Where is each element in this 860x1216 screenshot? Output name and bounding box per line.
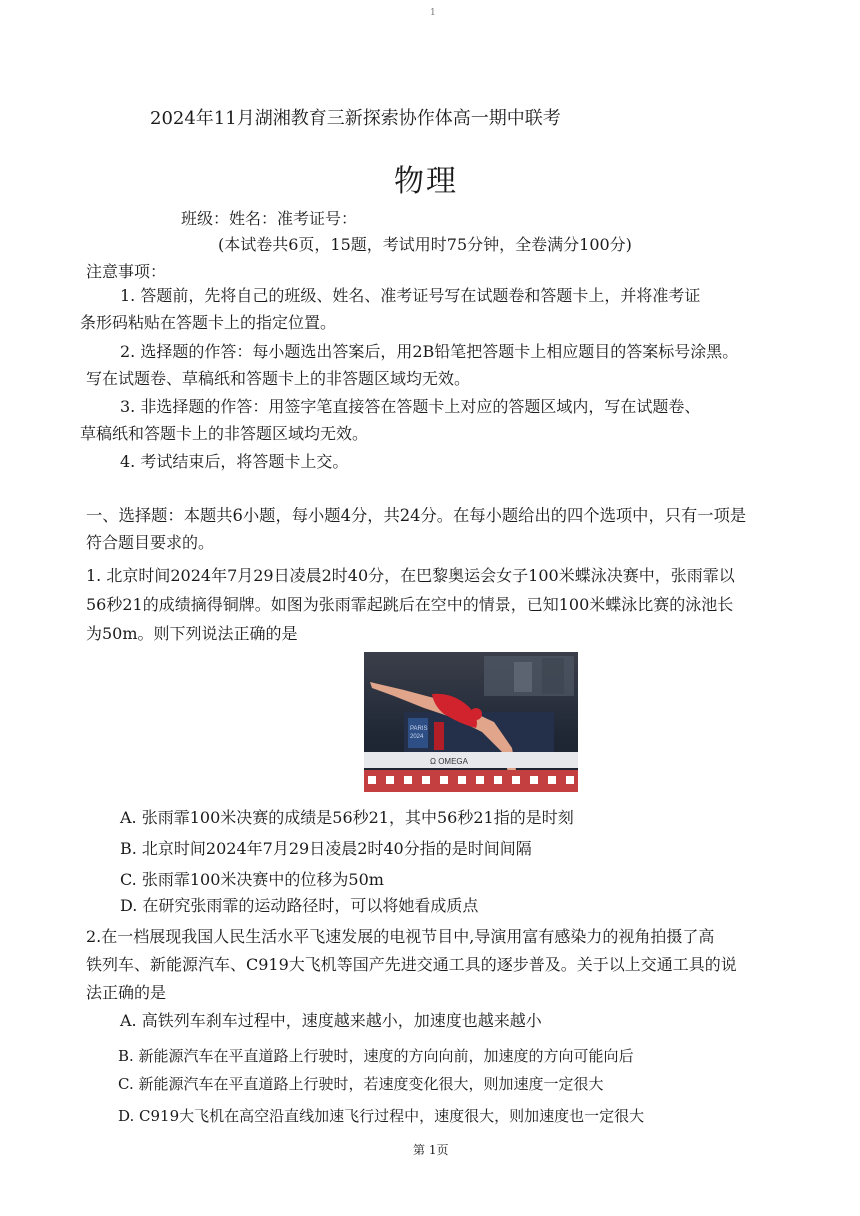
photo-omega-text: Ω OMEGA [430, 757, 468, 766]
q1-stem-line-1: 1. 北京时间2024年7月29日凌晨2时40分，在巴黎奥运会女子100米蝶泳决赛中，张雨霏以 [86, 566, 735, 585]
notice-item-2-line-1: 2. 选择题的作答：每小题选出答案后，用2B铅笔把答题卡上相应题目的答案标号涂黑。 [120, 342, 739, 361]
section-heading-line-1: 一、选择题：本题共6小题，每小题4分，共24分。在每小题给出的四个选项中，只有一项是 [86, 506, 747, 525]
q1-stem-line-3: 为50m。则下列说法正确的是 [86, 624, 298, 643]
exam-title: 2024年11月湖湘教育三新探索协作体高一期中联考 [150, 108, 561, 129]
q2-option-d: D. C919大飞机在高空沿直线加速飞行过程中，速度很大，则加速度也一定很大 [118, 1107, 645, 1125]
q1-option-b: B. 北京时间2024年7月29日凌晨2时40分指的是时间间隔 [120, 839, 532, 858]
q2-stem-line-1: 2.在一档展现我国人民生活水平飞速发展的电视节目中,导演用富有感染力的视角拍摄了高 [86, 927, 715, 946]
q2-option-c: C. 新能源汽车在平直道路上行驶时，若速度变化很大，则加速度一定很大 [118, 1075, 604, 1093]
notice-item-4: 4. 考试结束后，将答题卡上交。 [120, 452, 349, 471]
notice-item-3-line-2: 草稿纸和答题卡上的非答题区域均无效。 [80, 424, 369, 443]
notice-heading: 注意事项： [86, 262, 167, 281]
notice-item-3-line-1: 3. 非选择题的作答：用签字笔直接答在答题卡上对应的答题区域内，写在试题卷、 [120, 397, 701, 416]
q2-stem-line-3: 法正确的是 [86, 983, 167, 1002]
subject-title: 物理 [394, 164, 458, 199]
notice-item-2-line-2: 写在试题卷、草稿纸和答题卡上的非答题区域均无效。 [86, 369, 471, 388]
notice-item-1-line-2: 条形码粘贴在答题卡上的指定位置。 [80, 313, 337, 332]
swimmer-photo [364, 652, 578, 792]
q2-option-a: A. 高铁列车刹车过程中，速度越来越小，加速度也越来越小 [120, 1011, 542, 1030]
page-number: 第 1页 [413, 1143, 449, 1157]
q1-option-c: C. 张雨霏100米决赛中的位移为50m [120, 870, 384, 889]
q1-option-d: D. 在研究张雨霏的运动路径时，可以将她看成质点 [120, 896, 479, 915]
section-heading-line-2: 符合题目要求的。 [86, 533, 215, 552]
q2-stem-line-2: 铁列车、新能源汽车、C919大飞机等国产先进交通工具的逐步普及。关于以上交通工具的说 [86, 955, 737, 974]
q2-option-b: B. 新能源汽车在平直道路上行驶时，速度的方向向前，加速度的方向可能向后 [118, 1047, 634, 1065]
top-mark: 1 [430, 8, 436, 18]
notice-item-1-line-1: 1. 答题前，先将自己的班级、姓名、准考证号写在试题卷和答题卡上，并将准考证 [120, 286, 701, 305]
photo-paris-text: PARIS [410, 726, 428, 732]
q1-stem-line-2: 56秒21的成绩摘得铜牌。如图为张雨霏起跳后在空中的情景，已知100米蝶泳比赛的泳池长 [86, 595, 734, 614]
student-fields: 班级：姓名：准考证号： [181, 209, 358, 228]
paper-info: (本试卷共6页，15题，考试用时75分钟，全卷满分100分) [218, 235, 632, 254]
q1-option-a: A. 张雨霏100米决赛的成绩是56秒21，其中56秒21指的是时刻 [120, 808, 574, 827]
photo-year-text: 2024 [410, 734, 424, 740]
